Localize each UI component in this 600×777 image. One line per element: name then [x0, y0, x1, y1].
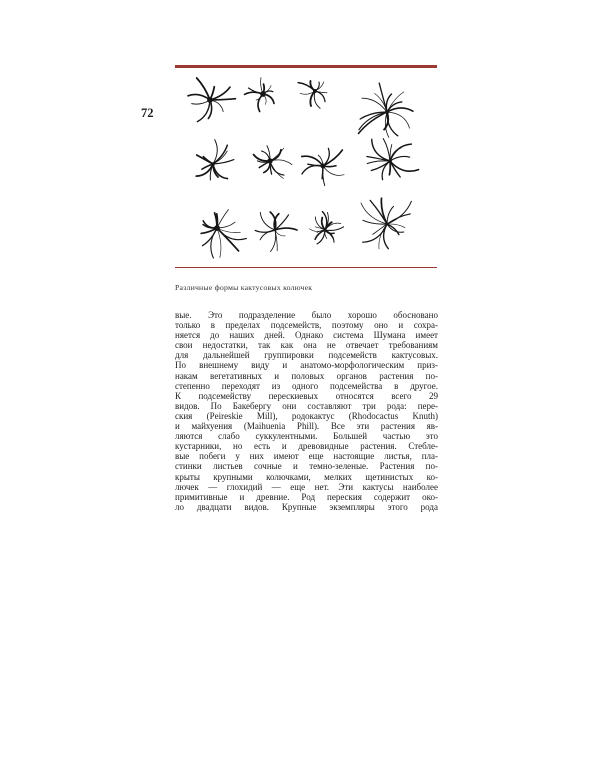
- figure-caption: Различные формы кактусовых колючек: [175, 283, 313, 292]
- text-line: накам вегетативных и половых органов растения по-: [175, 370, 438, 381]
- text-line: крыты крупными колючками, мелких щетинистых ко-: [175, 471, 438, 482]
- page-number: 72: [141, 106, 154, 120]
- text-line: По внешнему виду и анатомо-морфологическим приз-: [175, 360, 438, 371]
- text-line: свои недостатки, так как она не отвечает требованиям: [175, 340, 438, 351]
- text-line: только в пределах подсемейств, поэтому оно и сохра-: [175, 320, 438, 331]
- text-line: для дальнейшей группировки подсемейств кактусовых.: [175, 350, 438, 361]
- figure-block: [175, 65, 437, 268]
- text-line: кустарники, но есть и древовидные растения. Стебле-: [175, 441, 438, 452]
- text-line: вые. Это подразделение было хорошо обосновано: [175, 310, 438, 320]
- text-line: лючек — глохидий — еще нет. Эти кактусы наиболее: [175, 481, 438, 492]
- text-line: няется до наших дней. Однако система Шумана имеет: [175, 330, 438, 341]
- text-line: степенно переходят из одного подсемейства в другое.: [175, 380, 438, 391]
- text-line: К подсемейству перескиевых относятся всего 29: [175, 390, 438, 401]
- bottom-rule: [175, 267, 437, 268]
- text-line: ло двадцати видов. Крупные экземпляры этого рода: [175, 501, 438, 512]
- text-line: вые побеги у них имеют еще настоящие листья, пла-: [175, 451, 438, 462]
- text-line: примитивные и древние. Род переския содержит око-: [175, 491, 438, 502]
- text-line: и майхуения (Maihuenia Phill). Все эти растения яв-: [175, 421, 438, 432]
- text-line: ския (Peireskie Mill), родокактус (Rhodocactus Knuth): [175, 410, 438, 421]
- text-line: видов. По Бакебергу они составляют три рода: пере-: [175, 400, 438, 411]
- text-line: ляются слабо суккулентными. Большей частью это: [175, 431, 438, 442]
- cactus-spines-figure: [175, 68, 437, 266]
- text-line: стинки листьев сочные и темно-зеленые. Растения по-: [175, 461, 438, 472]
- body-text: [175, 310, 438, 512]
